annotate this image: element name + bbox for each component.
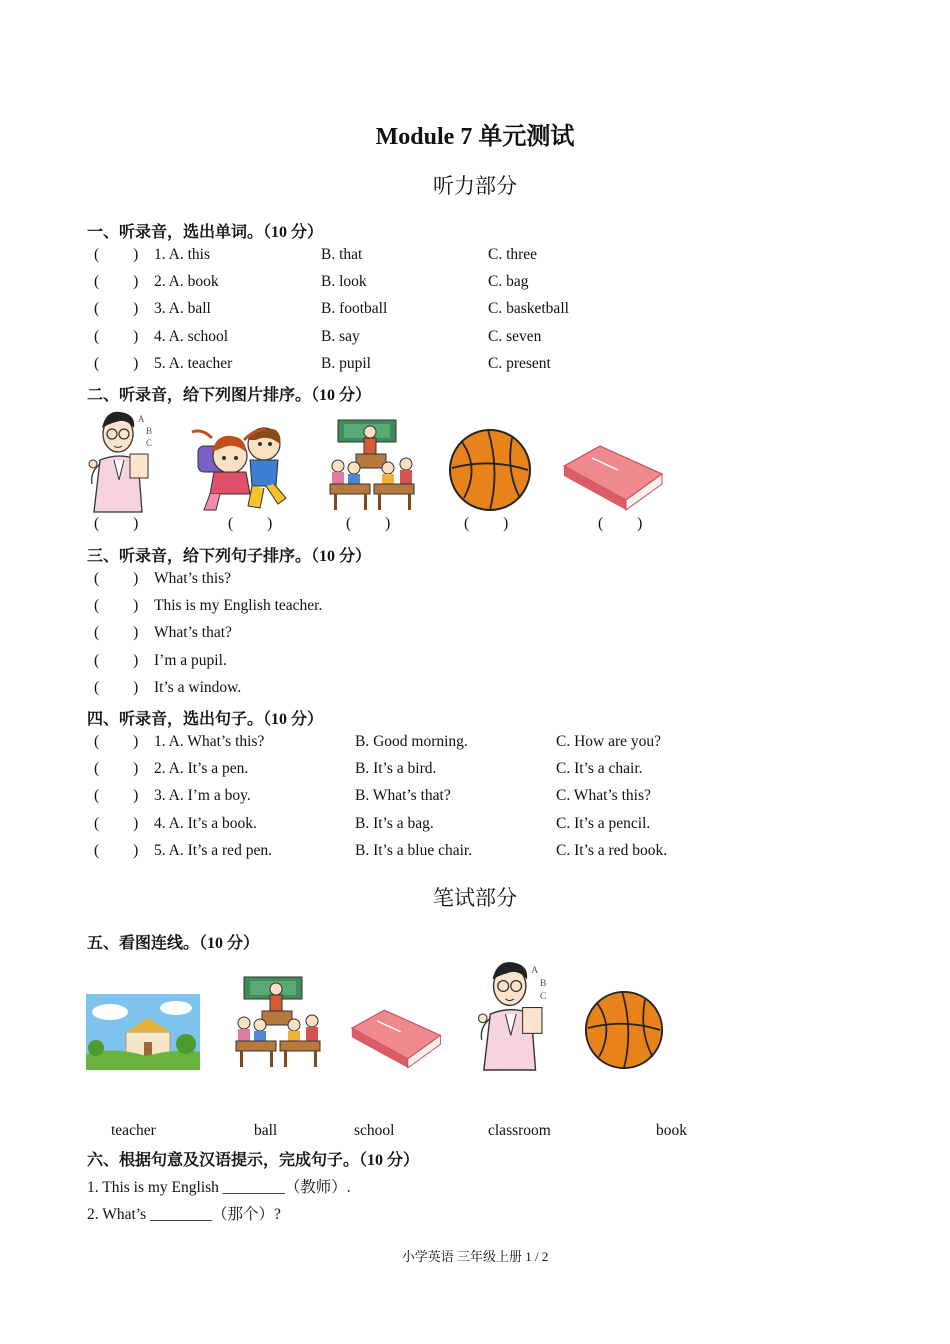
option-a: 1. A. this — [154, 246, 210, 263]
section-4-heading: 四、听录音，选出句子。（10 分） — [87, 711, 324, 728]
sentence-item: I’m a pupil. — [154, 651, 227, 669]
answer-blank: ( ) — [94, 760, 139, 778]
teacher-picture — [474, 958, 554, 1070]
option-b: B. Good morning. — [355, 733, 468, 750]
option-b: B. It’s a bag. — [355, 814, 434, 832]
answer-blank: ( ) — [94, 273, 139, 291]
section-5-heading: 五、看图连线。（10 分） — [87, 935, 260, 952]
basketball-picture — [448, 428, 532, 512]
answer-blank: ( ) — [94, 841, 139, 859]
match-word: book — [656, 1122, 687, 1139]
section-2-heading: 二、听录音，给下列图片排序。（10 分） — [87, 387, 372, 404]
answer-blank: ( ) — [94, 678, 139, 696]
classroom-picture — [326, 418, 418, 512]
answer-blank: ( ) — [94, 651, 139, 669]
section-1-heading: 一、听录音，选出单词。（10 分） — [87, 224, 324, 241]
book-picture — [350, 1008, 444, 1070]
answer-blank: ( ) — [94, 814, 139, 832]
option-c: C. It’s a pencil. — [556, 814, 651, 832]
sentence-item: What’s this? — [154, 570, 232, 587]
svg-text:A: A — [531, 965, 539, 977]
classroom-picture — [232, 974, 324, 1070]
option-a: 3. A. I’m a boy. — [154, 787, 251, 805]
option-a: 2. A. book — [154, 273, 219, 291]
svg-text:B: B — [146, 426, 153, 436]
option-a: 4. A. It’s a book. — [154, 814, 257, 832]
sentence-item: This is my English teacher. — [154, 597, 323, 615]
picture-answer-blank: ( ) — [346, 515, 391, 532]
option-c: C. present — [488, 354, 551, 372]
writing-title: 笔试部分 — [433, 886, 517, 910]
picture-answer-blank: ( ) — [598, 515, 643, 532]
option-c: C. It’s a chair. — [556, 760, 643, 778]
sentence-item: What’s that? — [154, 624, 232, 642]
option-c: C. It’s a red book. — [556, 841, 668, 859]
match-word: classroom — [488, 1122, 551, 1139]
book-picture — [562, 444, 666, 512]
option-b: B. It’s a bird. — [355, 760, 437, 778]
sentence-item: It’s a window. — [154, 678, 242, 696]
page-title: Module 7 单元测试 — [375, 124, 575, 150]
option-c: C. seven — [488, 327, 542, 345]
option-c: C. How are you? — [556, 733, 662, 750]
option-c: C. bag — [488, 273, 529, 291]
listening-title: 听力部分 — [433, 174, 517, 198]
option-b: B. What’s that? — [355, 787, 451, 805]
option-a: 1. A. What’s this? — [154, 733, 265, 750]
option-a: 3. A. ball — [154, 300, 211, 318]
section-3-heading: 三、听录音，给下列句子排序。（10 分） — [87, 548, 372, 565]
answer-blank: ( ) — [94, 733, 139, 750]
option-b: B. say — [321, 327, 360, 345]
picture-answer-blank: ( ) — [94, 515, 139, 532]
match-word: teacher — [111, 1122, 156, 1139]
svg-text:C: C — [146, 438, 153, 448]
option-c: C. basketball — [488, 300, 569, 318]
answer-blank: ( ) — [94, 327, 139, 345]
answer-blank: ( ) — [94, 787, 139, 805]
option-c: C. three — [488, 246, 538, 263]
match-word: ball — [254, 1122, 278, 1139]
school-picture — [86, 994, 200, 1070]
answer-blank: ( ) — [94, 300, 139, 318]
option-b: B. football — [321, 300, 388, 318]
answer-blank: ( ) — [94, 624, 139, 642]
svg-text:A: A — [138, 414, 145, 424]
option-a: 5. A. It’s a red pen. — [154, 841, 272, 859]
option-b: B. look — [321, 273, 367, 291]
children-picture — [186, 426, 298, 512]
answer-blank: ( ) — [94, 246, 139, 263]
option-a: 5. A. teacher — [154, 354, 233, 372]
option-b: B. It’s a blue chair. — [355, 841, 473, 859]
match-word: school — [354, 1122, 395, 1139]
picture-answer-blank: ( ) — [464, 515, 509, 532]
basketball-picture — [584, 990, 664, 1070]
sentence-1: 1. This is my English ________（教师）. — [87, 1179, 351, 1196]
svg-text:B: B — [539, 978, 547, 989]
sentence-2: 2. What’s ________（那个）? — [87, 1206, 281, 1223]
svg-text:C: C — [539, 990, 547, 1002]
section-6-heading: 六、根据句意及汉语提示，完成句子。（10 分） — [87, 1152, 420, 1169]
option-c: C. What’s this? — [556, 787, 651, 805]
answer-blank: ( ) — [94, 354, 139, 372]
option-b: B. pupil — [321, 354, 371, 372]
picture-answer-blank: ( ) — [228, 515, 273, 532]
teacher-picture — [86, 408, 158, 512]
option-a: 4. A. school — [154, 327, 229, 345]
answer-blank: ( ) — [94, 570, 139, 587]
page-footer: 小学英语 三年级上册 1 / 2 — [401, 1249, 549, 1264]
option-a: 2. A. It’s a pen. — [154, 760, 249, 778]
answer-blank: ( ) — [94, 597, 139, 615]
option-b: B. that — [321, 246, 363, 263]
